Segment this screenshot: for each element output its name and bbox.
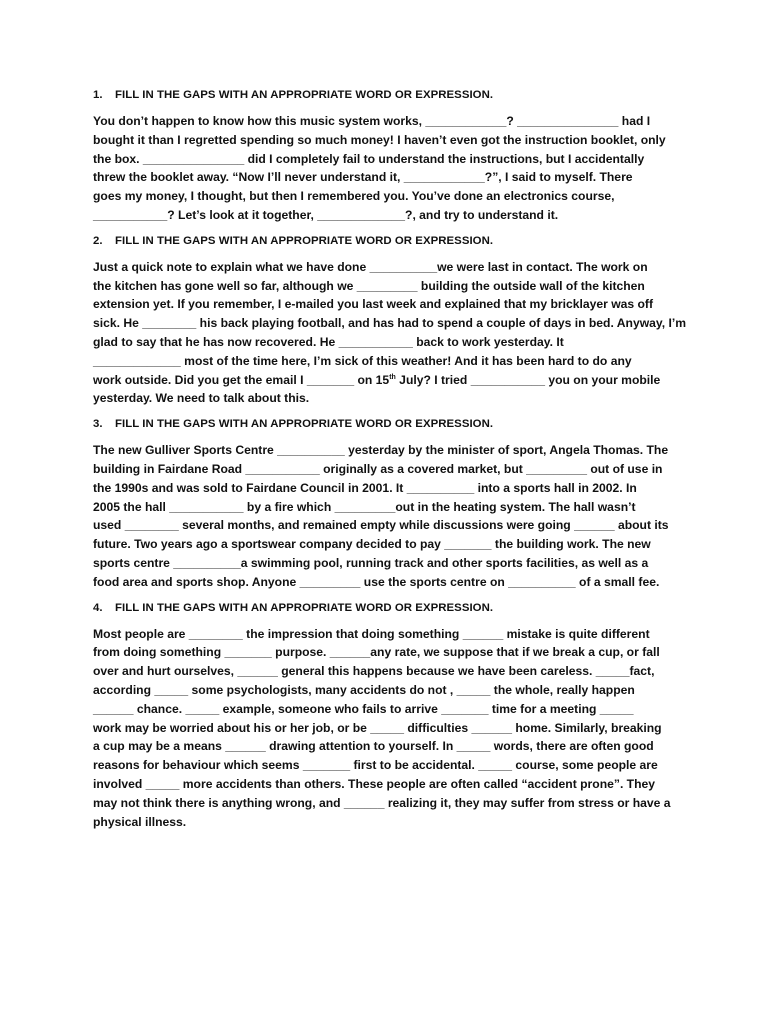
paragraph-line: Just a quick note to explain what we have done __________we were last in contact. The work on [93,259,648,274]
exercise-number: 4. [93,601,103,614]
exercise-1 [93,86,678,225]
paragraph-line: threw the booklet away. “Now I’ll never understand it, ____________?”, I said to myself. There [93,170,633,185]
paragraph-line: future. Two years ago a sportswear company decided to pay _______ the building work. The new [93,537,651,552]
paragraph-line: food area and sports shop. Anyone _________ use the sports centre on __________ of a small fee. [93,574,660,589]
paragraph-line: the 1990s and was sold to Fairdane Council in 2001. It __________ into a sports hall in 2002. In [93,480,637,495]
paragraph-line: extension yet. If you remember, I e-mailed you last week and explained that my bricklayer was off [93,297,654,312]
paragraph-line: sick. He ________ his back playing football, and has had to spend a couple of days in bed. Anyway, I’m [93,316,687,331]
paragraph-line: ___________? Let’s look at it together, _____________?, and try to understand it. [93,207,559,222]
ordinal-suffix: th [389,373,396,381]
exercise-4 [93,599,678,832]
exercise-number: 2. [93,234,103,247]
paragraph-line: glad to say that he has now recovered. He ___________ back to work yesterday. It [93,334,564,349]
exercise-number: 3. [93,418,103,431]
exercise-2 [93,232,687,408]
exercise-3 [93,415,678,591]
exercise-heading-text: FILL IN THE GAPS WITH AN APPROPRIATE WORD OR EXPRESSION. [115,234,494,247]
exercise-heading-text: FILL IN THE GAPS WITH AN APPROPRIATE WORD OR EXPRESSION. [115,418,494,431]
paragraph-line: ______ chance. _____ example, someone who fails to arrive _______ time for a meeting _____ [93,701,634,716]
paragraph-line: work may be worried about his or her job, or be _____ difficulties ______ home. Similarly, breaking [93,720,662,735]
exercise-paragraph [93,441,678,591]
exercise-heading [93,415,678,433]
paragraph-line: used ________ several months, and remained empty while discussions were going ______ about its [93,518,669,533]
paragraph-line: sports centre __________a swimming pool, running track and other sports facilities, as well as a [93,555,649,570]
paragraph-line: _____________ most of the time here, I’m sick of this weather! And it has been hard to do any [93,353,632,368]
paragraph-line: bought it than I regretted spending so much money! I haven’t even got the instruction booklet, only [93,132,666,147]
paragraph-line: according _____ some psychologists, many accidents do not , _____ the whole, really happen [93,682,635,697]
paragraph-line: You don’t happen to know how this music system works, ____________? _______________ had I [93,114,651,128]
worksheet-page [93,86,687,838]
exercise-heading [93,599,678,617]
exercise-number: 1. [93,89,103,101]
paragraph-line: building in Fairdane Road ___________ originally as a covered market, but _________ out of use in [93,461,663,476]
exercise-heading-text: FILL IN THE GAPS WITH AN APPROPRIATE WORD OR EXPRESSION. [115,601,494,614]
paragraph-line: The new Gulliver Sports Centre __________ yesterday by the minister of sport, Angela Thomas. The [93,443,669,458]
paragraph-line: from doing something _______ purpose. ______any rate, we suppose that if we break a cup, or fall [93,645,660,660]
exercise-paragraph [93,258,687,408]
exercise-heading [93,86,678,104]
exercise-paragraph [93,112,678,225]
line-end: July? I tried ___________ you on your mobile [395,372,661,387]
paragraph-line: reasons for behaviour which seems _______ first to be accidental. _____ course, some people are [93,758,658,773]
paragraph-line: over and hurt ourselves, ______ general this happens because we have been careless. _____fact, [93,664,655,679]
paragraph-line: yesterday. We need to talk about this. [93,391,310,406]
paragraph-line: 2005 the hall ___________ by a fire which _________out in the heating system. The hall wasn’t [93,499,636,514]
paragraph-line: the box. _______________ did I completely fail to understand the instructions, but I accidentally [93,151,645,166]
paragraph-line: the kitchen has gone well so far, although we _________ building the outside wall of the kitchen [93,278,645,293]
paragraph-line: Most people are ________ the impression that doing something ______ mistake is quite different [93,626,650,641]
paragraph-line: involved _____ more accidents than others. These people are often called “accident prone”. They [93,776,656,791]
exercise-heading-text: FILL IN THE GAPS WITH AN APPROPRIATE WORD OR EXPRESSION. [115,89,494,101]
exercise-heading [93,232,678,250]
paragraph-line: may not think there is anything wrong, and ______ realizing it, they may suffer from stress or have a [93,795,671,810]
exercise-paragraph [93,625,678,832]
paragraph-line: goes my money, I thought, but then I remembered you. You’ve done an electronics course, [93,189,615,204]
line-start: work outside. Did you get the email I _______ on 15 [93,372,390,387]
paragraph-line [93,371,678,390]
paragraph-line: a cup may be a means ______ drawing attention to yourself. In _____ words, there are often good [93,739,654,754]
paragraph-line: physical illness. [93,814,187,829]
